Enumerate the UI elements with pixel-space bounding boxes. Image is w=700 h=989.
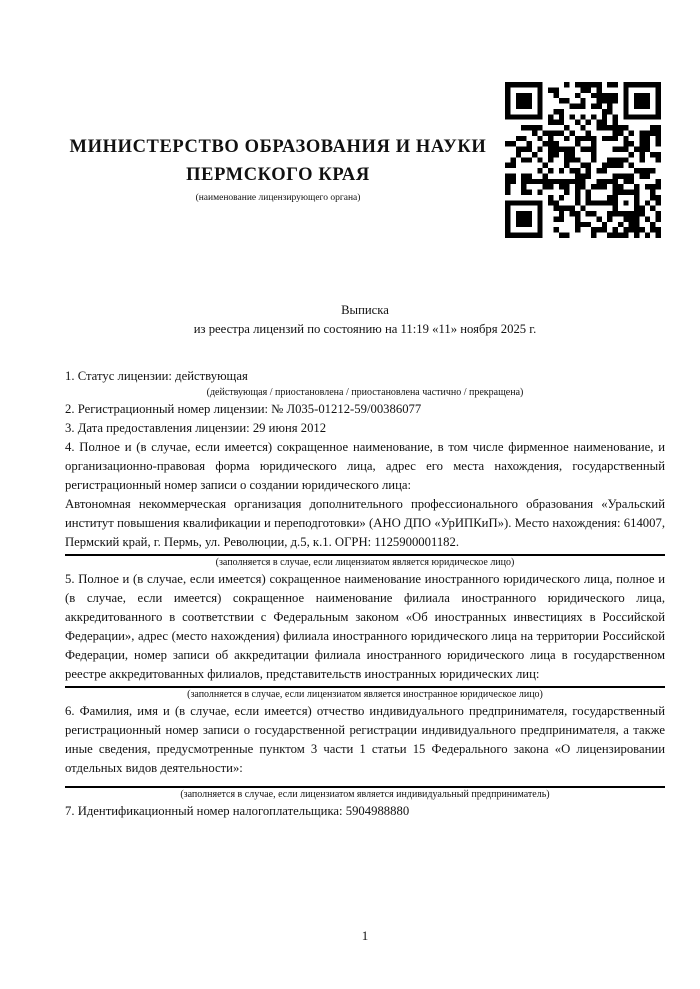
page-number: 1 [361,928,369,943]
qr-code [505,82,661,238]
foreign-entity-footnote: (заполняется в случае, если лицензиатом является иностранное юридическое лицо) [187,689,543,700]
taxpayer-id-text: 7. Идентификационный номер налогоплательщика: 5904988880 [65,804,410,818]
title-line2: из реестра лицензий по состоянию на 11:19 «11» ноября 2025 г. [193,322,537,336]
authority-name-line1: МИНИСТЕРСТВО ОБРАЗОВАНИЯ И НАУКИ [69,137,487,157]
document-title [65,301,665,339]
license-status-caption: (действующая / приостановлена / приостановлена частично / прекращена) [206,387,524,398]
license-grant-date-text: 3. Дата предоставления лицензии: 29 июня 2012 [65,421,327,435]
legal-entity-value-text: Автономная некоммерческая организация дополнительного профессионального образования «Уральский институт повышения квалификации и переподготовки» (АНО ДПО «УрИПКиП»). Место нахождения: 614007, Пермский край, г. Пермь, ул. Революции, д.5, к.1. ОГРН: 1125900001182. [65,497,665,549]
license-status-text: 1. Статус лицензии: действующая [65,369,248,383]
entrepreneur-footnote: (заполняется в случае, если лицензиатом является индивидуальный предприниматель) [180,789,550,800]
legal-entity-footnote: (заполняется в случае, если лицензиатом является юридическое лицо) [215,557,515,568]
title-line1: Выписка [341,303,389,317]
license-number-text: 2. Регистрационный номер лицензии: № Л035-01212-59/00386077 [65,402,422,416]
entrepreneur-question-text: 6. Фамилия, имя и (в случае, если имеется) отчество индивидуального предпринимателя, государственный регистрационный номер записи о государственной регистрации индивидуального предпринимателя, а также иные сведения, предусмотренные пунктом 3 части 1 статьи 15 Федерального закона «О лицензировании отдельных видов деятельности»: [65,704,665,775]
foreign-entity-question-text: 5. Полное и (в случае, если имеется) сокращенное наименование иностранного юридического лица, полное и (в случае, если имеется) сокращенное наименование филиала иностранного юридического лица, аккредитованного в соответствии с Федеральным законом «Об иностранных инвестициях в Российской Федерации», адрес (место нахождения) филиала иностранного юридического лица на территории Российской Федерации, номер записи об аккредитации филиала иностранного юридического лица в государственном реестре аккредитованных филиалов, представительств иностранных юридических лиц: [65,572,665,681]
licensing-authority [35,133,521,204]
authority-name-line2: ПЕРМСКОГО КРАЯ [186,165,370,185]
qr-code-icon [505,82,661,238]
legal-entity-question-text: 4. Полное и (в случае, если имеется) сокращенное наименование, в том числе фирменное наименование, и организационно-правовая форма юридического лица, адрес его места нахождения, государственный регистрационный номер записи о создании юридического лица: [65,440,665,492]
document-body [65,367,665,821]
authority-caption: (наименование лицензирующего органа) [195,193,361,203]
